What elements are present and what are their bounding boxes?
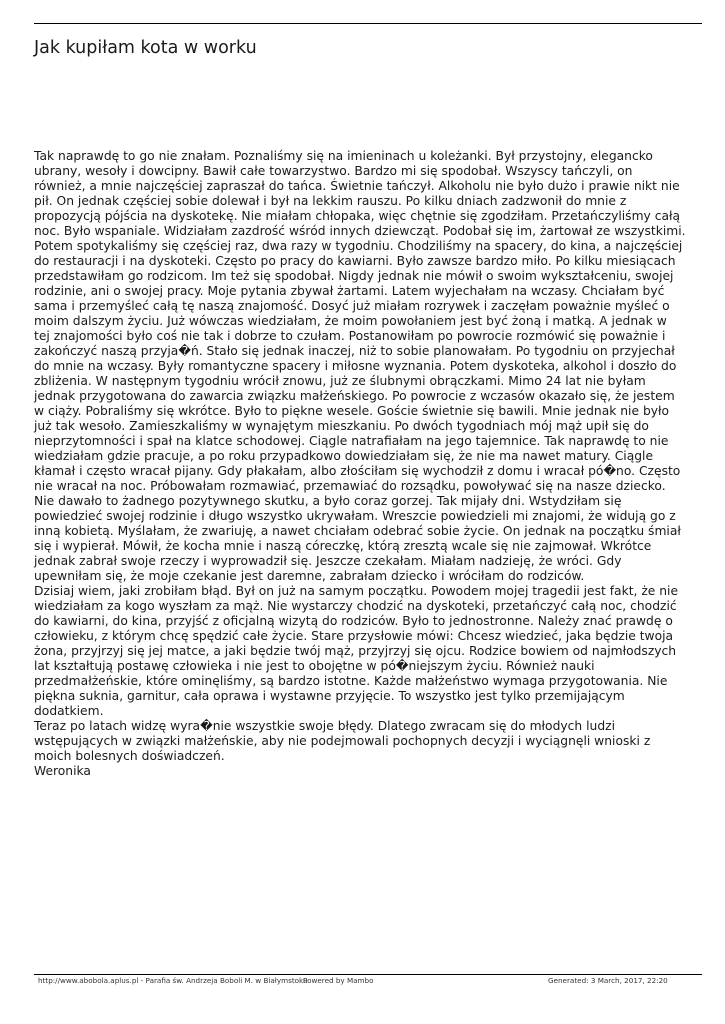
- header-rule: [34, 23, 702, 24]
- text-line: Weronika: [34, 764, 91, 778]
- text-line: żona, przyjrzyj się jej matce, a jaki będzie twój mąż, przyjrzyj się ojcu. Rodzice bowiem od najmłodszych: [34, 644, 677, 658]
- text-line: zbliżenia. W następnym tygodniu wrócił znowu, już ze ślubnymi obrączkami. Mimo 24 lat nie byłam: [34, 374, 646, 388]
- text-line: już tak wesoło. Zamieszkaliśmy w wynajętym mieszkaniu. Po dwóch tygodniach mój mąż upił się do: [34, 419, 649, 433]
- text-line: wiedziałam gdzie pracuje, a po roku przypadkowo dowiedziałam się, że nie ma nawet matury. Ciągle: [34, 449, 654, 463]
- text-line: moim dalszym życiu. Już wówczas wiedziałam, że moim powołaniem jest być żoną i matką. A jednak w: [34, 314, 667, 328]
- text-line: inną kobietą. Myślałam, że zwariuję, a nawet chciałam odebrać sobie życie. On jednak na początku śmiał: [34, 524, 681, 538]
- text-line: Teraz po latach widzę wyra�nie wszystkie swoje błędy. Dlatego zwracam się do młodych ludzi: [34, 719, 616, 733]
- text-line: w ciąży. Pobraliśmy się wkrótce. Było to piękne wesele. Goście świetnie się bawili. Mnie jednak nie było: [34, 404, 670, 418]
- page-title: Jak kupiłam kota w worku: [34, 38, 257, 58]
- text-line: noc. Było wspaniale. Widziałam zazdrość wśród innych dziewcząt. Podobał się im, żartował ze wszystkimi.: [34, 224, 686, 238]
- text-line: ubrany, wesoły i dowcipny. Bawił całe towarzystwo. Bardzo mi się spodobał. Wszyscy tańczyli, on: [34, 164, 633, 178]
- text-line: propozycją pójścia na dyskotekę. Nie miałam chłopaka, więc chętnie się zgodziłam. Przetańczyliśmy całą: [34, 209, 681, 223]
- text-line: tej znajomości było coś nie tak i dobrze to czułam. Postanowiłam po powrocie rozmówić się poważnie i: [34, 329, 666, 343]
- text-line: jednak zabrał swoje rzeczy i wyprowadził się. Jeszcze czekałam. Miałam nadzieję, że wróci. Gdy: [34, 554, 622, 568]
- text-line: powiedzieć swojej rodzinie i długo wszystko ukrywałam. Wreszcie powiedzieli mi znajomi, że widują go z: [34, 509, 676, 523]
- text-line: wstępujących w związki małżeńskie, aby nie podejmowali pochopnych decyzji i wyciągnęli wnioski z: [34, 734, 651, 748]
- text-line: do kawiarni, do kina, przyjść z oficjalną wizytą do rodziców. Było to jednostronne. Należy znać prawdę o: [34, 614, 673, 628]
- article-paragraph: [34, 719, 702, 764]
- text-line: Dzisiaj wiem, jaki zrobiłam błąd. Był on już na samym początku. Powodem mojej tragedii jest fakt, że nie: [34, 584, 679, 598]
- article-paragraph: [34, 764, 702, 779]
- text-line: sama i przemyśleć całą tę naszą znajomość. Dosyć już miałam rozrywek i zaczęłam poważnie myśleć o: [34, 299, 670, 313]
- text-line: moich bolesnych doświadczeń.: [34, 749, 225, 763]
- text-line: nieprzytomności i spał na klatce schodowej. Ciągle natrafiałam na jego tajemnice. Tak naprawdę to nie: [34, 434, 669, 448]
- footer-rule: [34, 974, 702, 975]
- text-line: przedstawiłam go rodzicom. Im też się spodobał. Nigdy jednak nie mówił o swoim wykształceniu, swojej: [34, 269, 674, 283]
- text-line: jednak przygotowana do zawarcia związku małżeńskiego. Po powrocie z wczasów okazało się, że jestem: [34, 389, 675, 403]
- text-line: kłamał i często wracał pijany. Gdy płakałam, albo złościłam się wychodził z domu i wracał pó�no. Często: [34, 464, 681, 478]
- article-body: [34, 149, 702, 779]
- text-line: dodatkiem.: [34, 704, 104, 718]
- text-line: do mnie na wczasy. Były romantyczne spacery i miłosne wyznania. Potem dyskoteka, alkohol i doszło do: [34, 359, 677, 373]
- footer-generated: Generated: 3 March, 2017, 22:20: [548, 976, 668, 985]
- text-line: Potem spotykaliśmy się częściej raz, dwa razy w tygodniu. Chodziliśmy na spacery, do kina, a najczęściej: [34, 239, 683, 253]
- text-line: do restauracji i na dyskoteki. Często po pracy do kawiarni. Było zawsze bardzo miło. Po kilku miesiącach: [34, 254, 676, 268]
- footer-source-url[interactable]: http://www.abobola.aplus.pl - Parafia św. Andrzeja Boboli M. w Białymstoku: [38, 976, 308, 985]
- text-line: przedmałżeńskie, które ominęliśmy, są bardzo istotne. Każde małżeństwo wymaga przygotowania. Nie: [34, 674, 668, 688]
- text-line: pił. On jednak częściej sobie dolewał i był na lekkim rauszu. Po kilku dniach zadzwonił do mnie z: [34, 194, 627, 208]
- text-line: piękna suknia, garnitur, cała oprawa i wystawne przyjęcie. To wszystko jest tylko przemijającym: [34, 689, 625, 703]
- text-line: się i wypierał. Mówił, że kocha mnie i naszą córeczkę, którą zresztą wcale się nie zajmował. Wkrótce: [34, 539, 652, 553]
- text-line: zakończyć naszą przyja�ń. Stało się jednak inaczej, niż to sobie planowałam. Po tygodniu on przyjechał: [34, 344, 675, 358]
- footer-powered-by: Powered by Mambo: [303, 976, 374, 985]
- article-paragraph: [34, 149, 702, 584]
- text-line: rodzinie, ani o swojej pracy. Moje pytania zbywał żartami. Latem wyjechałam na wczasy. Chciałam być: [34, 284, 665, 298]
- text-line: upewniłam się, że moje czekanie jest daremne, zabrałam dziecko i wróciłam do rodziców.: [34, 569, 585, 583]
- text-line: Tak naprawdę to go nie znałam. Poznaliśmy się na imieninach u koleżanki. Był przystojny, elegancko: [34, 149, 653, 163]
- text-line: lat kształtują postawę człowieka i nie jest to obojętne w pó�niejszym życiu. Również nauki: [34, 659, 595, 673]
- text-line: nie wracał na noc. Próbowałam rozmawiać, przemawiać do rozsądku, powoływać się na nasze dziecko.: [34, 479, 666, 493]
- text-line: człowieku, z którym chcę spędzić całe życie. Stare przysłowie mówi: Chcesz wiedzieć, jaka będzie twoja: [34, 629, 674, 643]
- text-line: Nie dawało to żadnego pozytywnego skutku, a było coraz gorzej. Tak mijały dni. Wstydziłam się: [34, 494, 622, 508]
- text-line: wiedziałam za kogo wyszłam za mąż. Nie wystarczy chodzić na dyskoteki, przetańczyć całą noc, chodzić: [34, 599, 677, 613]
- text-line: również, a mnie najczęściej zapraszał do tańca. Świetnie tańczył. Alkoholu nie było dużo i prawie nikt nie: [34, 179, 680, 193]
- article-paragraph: [34, 584, 702, 719]
